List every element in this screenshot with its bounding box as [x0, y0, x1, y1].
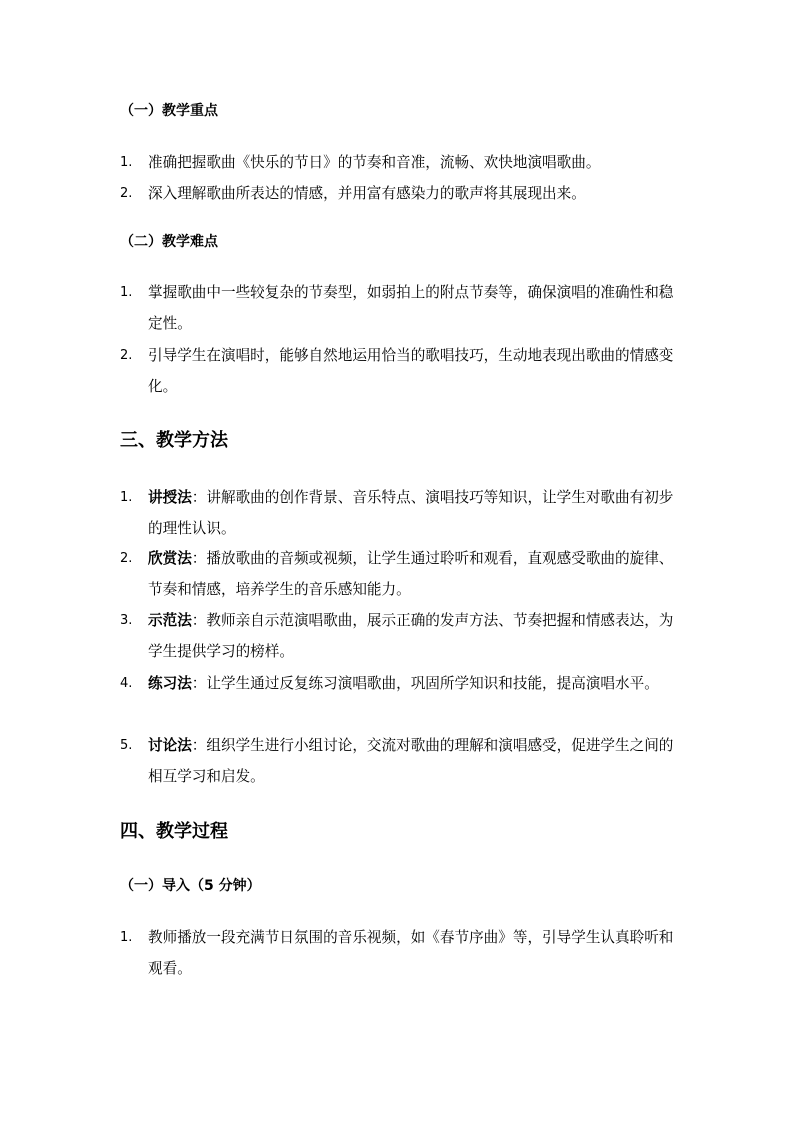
- list-number: 1.: [120, 155, 133, 170]
- method-term: 讨论法: [148, 737, 192, 754]
- methods-heading: 三、教学方法: [120, 430, 228, 451]
- list-number: 2.: [120, 186, 133, 201]
- difficulties-heading: （二）教学难点: [120, 234, 218, 250]
- methods-item-1: [120, 482, 676, 544]
- method-term: 示范法: [148, 612, 192, 629]
- list-item-text: [148, 605, 676, 667]
- process-heading: 四、教学过程: [120, 821, 228, 842]
- key-points-item-2: [120, 178, 676, 209]
- methods-item-3: [120, 605, 676, 667]
- list-item-text: [148, 482, 676, 544]
- list-item-text: 深入理解歌曲所表达的情感，并用富有感染力的歌声将其展现出来。: [148, 185, 586, 202]
- method-description: ：讲解歌曲的创作背景、音乐特点、演唱技巧等知识，让学生对歌曲有初步的理性认识。: [148, 489, 674, 537]
- method-term: 练习法: [148, 675, 192, 692]
- intro-heading: （一）导入（5 分钟）: [120, 878, 261, 894]
- key-points-heading: （一）教学重点: [120, 103, 218, 119]
- list-number: 1.: [120, 490, 133, 505]
- list-item-text: 引导学生在演唱时，能够自然地运用恰当的歌唱技巧，生动地表现出歌曲的情感变化。: [148, 347, 674, 395]
- list-number: 4.: [120, 676, 133, 691]
- methods-item-4: [120, 668, 676, 699]
- method-description: ：组织学生进行小组讨论，交流对歌曲的理解和演唱感受，促进学生之间的相互学习和启发。: [148, 737, 674, 785]
- list-item-text: 准确把握歌曲《快乐的节日》的节奏和音准，流畅、欢快地演唱歌曲。: [148, 154, 601, 171]
- key-points-item-1: [120, 147, 676, 178]
- method-term: 欣赏法: [148, 550, 192, 567]
- method-description: ：让学生通过反复练习演唱歌曲，巩固所学知识和技能，提高演唱水平。: [191, 675, 659, 692]
- difficulties-item-2: [120, 340, 676, 402]
- process-item-1: [120, 922, 676, 984]
- method-term: 讲授法: [148, 489, 192, 506]
- list-number: 1.: [120, 930, 133, 945]
- method-description: ：播放歌曲的音频或视频，让学生通过聆听和观看，直观感受歌曲的旋律、节奏和情感，培养学生的音乐感知能力。: [148, 550, 674, 598]
- methods-item-2: [120, 543, 676, 605]
- method-description: ：教师亲自示范演唱歌曲，展示正确的发声方法、节奏把握和情感表达，为学生提供学习的榜样。: [148, 612, 674, 660]
- methods-item-5: [120, 730, 676, 792]
- list-number: 2.: [120, 551, 133, 566]
- list-item-text: [148, 730, 676, 792]
- list-number: 3.: [120, 613, 133, 628]
- list-number: 2.: [120, 348, 133, 363]
- list-item-text: 掌握歌曲中一些较复杂的节奏型，如弱拍上的附点节奏等，确保演唱的准确性和稳定性。: [148, 284, 674, 332]
- list-item-text: [148, 668, 676, 699]
- list-number: 5.: [120, 738, 133, 753]
- list-number: 1.: [120, 285, 133, 300]
- list-item-text: 教师播放一段充满节日氛围的音乐视频，如《春节序曲》等，引导学生认真聆听和观看。: [148, 929, 674, 977]
- list-item-text: [148, 543, 676, 605]
- difficulties-item-1: [120, 277, 676, 339]
